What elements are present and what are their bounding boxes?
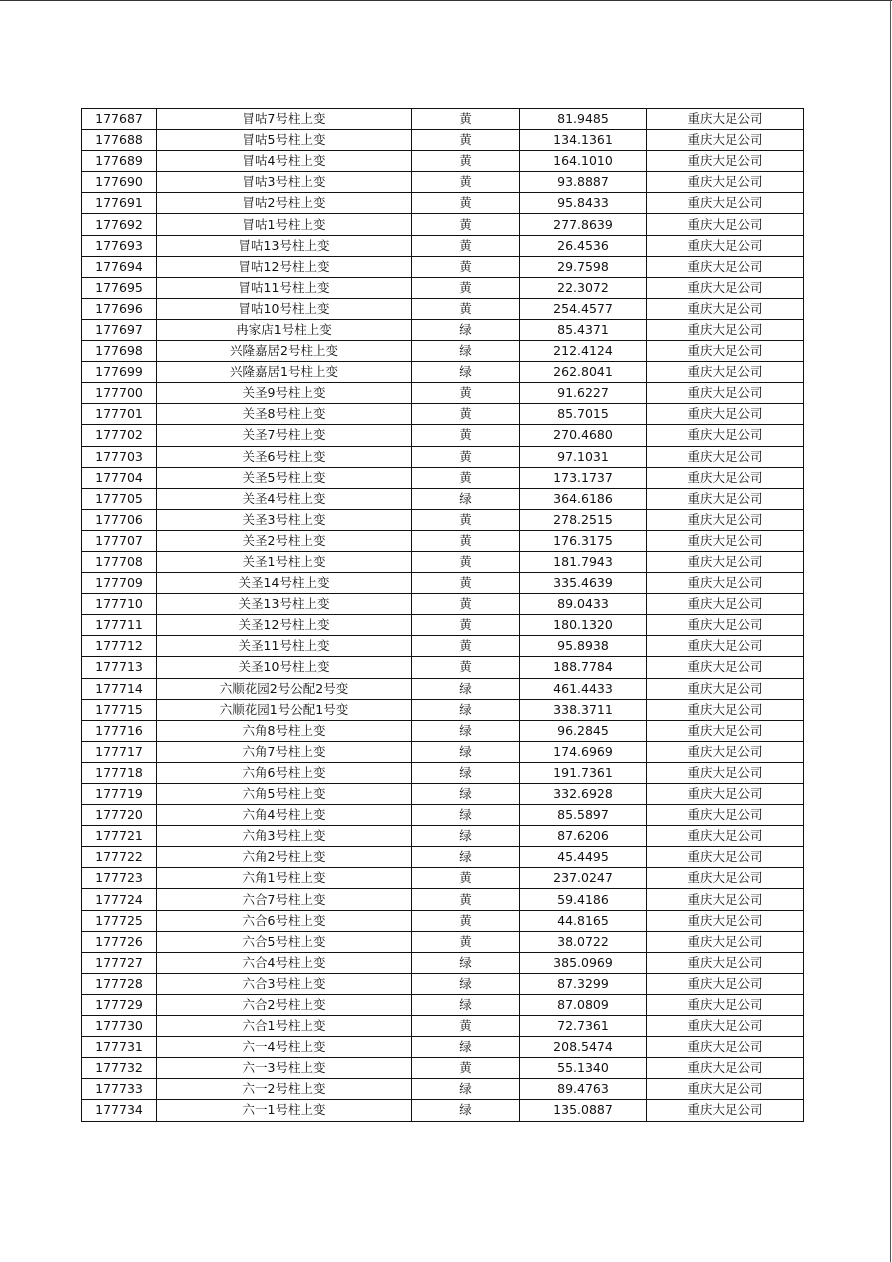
table-row <box>82 467 804 488</box>
cell-level: 绿 <box>412 762 520 783</box>
cell-value: 278.2515 <box>520 509 647 530</box>
cell-transformer-name: 六合3号柱上变 <box>157 973 412 994</box>
cell-company: 重庆大足公司 <box>647 277 804 298</box>
table-row <box>82 277 804 298</box>
cell-id: 177718 <box>82 762 157 783</box>
cell-company: 重庆大足公司 <box>647 362 804 383</box>
cell-level: 黄 <box>412 509 520 530</box>
cell-level: 黄 <box>412 109 520 130</box>
cell-level: 绿 <box>412 952 520 973</box>
cell-level: 黄 <box>412 130 520 151</box>
table-row <box>82 341 804 362</box>
cell-transformer-name: 六一1号柱上变 <box>157 1100 412 1121</box>
table-row <box>82 1016 804 1037</box>
table-row <box>82 720 804 741</box>
cell-id: 177708 <box>82 551 157 572</box>
cell-value: 134.1361 <box>520 130 647 151</box>
table-row <box>82 847 804 868</box>
cell-id: 177704 <box>82 467 157 488</box>
cell-value: 45.4495 <box>520 847 647 868</box>
cell-id: 177694 <box>82 256 157 277</box>
cell-transformer-name: 六合6号柱上变 <box>157 910 412 931</box>
cell-company: 重庆大足公司 <box>647 762 804 783</box>
table-row <box>82 256 804 277</box>
cell-value: 332.6928 <box>520 784 647 805</box>
cell-transformer-name: 关圣14号柱上变 <box>157 573 412 594</box>
cell-company: 重庆大足公司 <box>647 699 804 720</box>
cell-id: 177697 <box>82 319 157 340</box>
cell-level: 黄 <box>412 277 520 298</box>
cell-value: 164.1010 <box>520 151 647 172</box>
cell-level: 绿 <box>412 805 520 826</box>
cell-level: 绿 <box>412 741 520 762</box>
table-row <box>82 594 804 615</box>
cell-transformer-name: 关圣1号柱上变 <box>157 551 412 572</box>
table-row <box>82 889 804 910</box>
table-row <box>82 530 804 551</box>
cell-transformer-name: 关圣10号柱上变 <box>157 657 412 678</box>
cell-company: 重庆大足公司 <box>647 1016 804 1037</box>
cell-company: 重庆大足公司 <box>647 446 804 467</box>
cell-id: 177717 <box>82 741 157 762</box>
cell-level: 黄 <box>412 404 520 425</box>
cell-level: 黄 <box>412 910 520 931</box>
cell-id: 177692 <box>82 214 157 235</box>
cell-level: 黄 <box>412 214 520 235</box>
cell-company: 重庆大足公司 <box>647 784 804 805</box>
cell-value: 188.7784 <box>520 657 647 678</box>
cell-level: 黄 <box>412 573 520 594</box>
cell-id: 177693 <box>82 235 157 256</box>
cell-transformer-name: 冒咕2号柱上变 <box>157 193 412 214</box>
cell-transformer-name: 六一3号柱上变 <box>157 1058 412 1079</box>
cell-id: 177732 <box>82 1058 157 1079</box>
cell-value: 191.7361 <box>520 762 647 783</box>
cell-transformer-name: 六一2号柱上变 <box>157 1079 412 1100</box>
cell-level: 黄 <box>412 657 520 678</box>
table-row <box>82 488 804 509</box>
cell-transformer-name: 六合7号柱上变 <box>157 889 412 910</box>
cell-transformer-name: 六角5号柱上变 <box>157 784 412 805</box>
cell-id: 177734 <box>82 1100 157 1121</box>
cell-company: 重庆大足公司 <box>647 1037 804 1058</box>
table-row <box>82 910 804 931</box>
cell-company: 重庆大足公司 <box>647 193 804 214</box>
cell-id: 177722 <box>82 847 157 868</box>
cell-transformer-name: 关圣7号柱上变 <box>157 425 412 446</box>
cell-id: 177699 <box>82 362 157 383</box>
cell-id: 177730 <box>82 1016 157 1037</box>
cell-company: 重庆大足公司 <box>647 467 804 488</box>
table-row <box>82 994 804 1015</box>
cell-value: 385.0969 <box>520 952 647 973</box>
cell-id: 177723 <box>82 868 157 889</box>
cell-transformer-name: 冒咕13号柱上变 <box>157 235 412 256</box>
cell-id: 177701 <box>82 404 157 425</box>
cell-id: 177731 <box>82 1037 157 1058</box>
cell-level: 绿 <box>412 1100 520 1121</box>
cell-company: 重庆大足公司 <box>647 109 804 130</box>
cell-value: 87.3299 <box>520 973 647 994</box>
cell-company: 重庆大足公司 <box>647 678 804 699</box>
table-row <box>82 509 804 530</box>
table-row <box>82 868 804 889</box>
cell-company: 重庆大足公司 <box>647 594 804 615</box>
table-row <box>82 235 804 256</box>
table-row <box>82 193 804 214</box>
cell-transformer-name: 六合2号柱上变 <box>157 994 412 1015</box>
cell-level: 绿 <box>412 341 520 362</box>
cell-transformer-name: 冒咕11号柱上变 <box>157 277 412 298</box>
cell-transformer-name: 冒咕7号柱上变 <box>157 109 412 130</box>
cell-id: 177719 <box>82 784 157 805</box>
table-row <box>82 446 804 467</box>
cell-id: 177733 <box>82 1079 157 1100</box>
cell-transformer-name: 关圣8号柱上变 <box>157 404 412 425</box>
cell-level: 黄 <box>412 551 520 572</box>
cell-id: 177691 <box>82 193 157 214</box>
cell-id: 177690 <box>82 172 157 193</box>
cell-company: 重庆大足公司 <box>647 952 804 973</box>
cell-level: 黄 <box>412 868 520 889</box>
cell-id: 177705 <box>82 488 157 509</box>
cell-level: 黄 <box>412 235 520 256</box>
cell-id: 177696 <box>82 298 157 319</box>
cell-company: 重庆大足公司 <box>647 1079 804 1100</box>
cell-transformer-name: 六合1号柱上变 <box>157 1016 412 1037</box>
cell-value: 87.0809 <box>520 994 647 1015</box>
cell-value: 180.1320 <box>520 615 647 636</box>
cell-level: 绿 <box>412 362 520 383</box>
cell-transformer-name: 冒咕1号柱上变 <box>157 214 412 235</box>
cell-id: 177710 <box>82 594 157 615</box>
cell-transformer-name: 兴隆嘉居1号柱上变 <box>157 362 412 383</box>
cell-level: 绿 <box>412 319 520 340</box>
cell-company: 重庆大足公司 <box>647 868 804 889</box>
cell-transformer-name: 冒咕3号柱上变 <box>157 172 412 193</box>
cell-id: 177707 <box>82 530 157 551</box>
table-row <box>82 784 804 805</box>
table-row <box>82 551 804 572</box>
cell-transformer-name: 冒咕12号柱上变 <box>157 256 412 277</box>
cell-level: 黄 <box>412 256 520 277</box>
cell-company: 重庆大足公司 <box>647 931 804 952</box>
cell-value: 85.7015 <box>520 404 647 425</box>
cell-level: 绿 <box>412 994 520 1015</box>
table-row <box>82 657 804 678</box>
cell-id: 177714 <box>82 678 157 699</box>
page-top-edge <box>0 0 892 1</box>
cell-id: 177715 <box>82 699 157 720</box>
cell-id: 177695 <box>82 277 157 298</box>
cell-id: 177726 <box>82 931 157 952</box>
cell-level: 黄 <box>412 615 520 636</box>
table-row <box>82 678 804 699</box>
cell-value: 338.3711 <box>520 699 647 720</box>
cell-level: 黄 <box>412 383 520 404</box>
table-row <box>82 109 804 130</box>
cell-value: 208.5474 <box>520 1037 647 1058</box>
cell-id: 177706 <box>82 509 157 530</box>
cell-value: 26.4536 <box>520 235 647 256</box>
cell-company: 重庆大足公司 <box>647 573 804 594</box>
cell-transformer-name: 六顺花园2号公配2号变 <box>157 678 412 699</box>
cell-level: 绿 <box>412 826 520 847</box>
cell-value: 277.8639 <box>520 214 647 235</box>
cell-value: 212.4124 <box>520 341 647 362</box>
table-row <box>82 404 804 425</box>
cell-transformer-name: 关圣5号柱上变 <box>157 467 412 488</box>
cell-value: 262.8041 <box>520 362 647 383</box>
cell-transformer-name: 六角7号柱上变 <box>157 741 412 762</box>
cell-level: 黄 <box>412 467 520 488</box>
cell-level: 黄 <box>412 151 520 172</box>
cell-company: 重庆大足公司 <box>647 488 804 509</box>
cell-id: 177724 <box>82 889 157 910</box>
cell-transformer-name: 六角1号柱上变 <box>157 868 412 889</box>
cell-id: 177712 <box>82 636 157 657</box>
cell-value: 237.0247 <box>520 868 647 889</box>
table-row <box>82 1037 804 1058</box>
cell-transformer-name: 关圣6号柱上变 <box>157 446 412 467</box>
cell-value: 91.6227 <box>520 383 647 404</box>
cell-transformer-name: 关圣2号柱上变 <box>157 530 412 551</box>
cell-transformer-name: 关圣13号柱上变 <box>157 594 412 615</box>
table-row <box>82 172 804 193</box>
cell-value: 174.6969 <box>520 741 647 762</box>
cell-id: 177688 <box>82 130 157 151</box>
cell-value: 22.3072 <box>520 277 647 298</box>
page-right-edge <box>890 0 891 1262</box>
cell-transformer-name: 冒咕4号柱上变 <box>157 151 412 172</box>
cell-value: 461.4433 <box>520 678 647 699</box>
cell-value: 176.3175 <box>520 530 647 551</box>
cell-level: 黄 <box>412 425 520 446</box>
cell-level: 黄 <box>412 298 520 319</box>
table-row <box>82 298 804 319</box>
cell-company: 重庆大足公司 <box>647 973 804 994</box>
table-row <box>82 973 804 994</box>
cell-id: 177729 <box>82 994 157 1015</box>
cell-value: 254.4577 <box>520 298 647 319</box>
cell-value: 335.4639 <box>520 573 647 594</box>
cell-id: 177711 <box>82 615 157 636</box>
table-row <box>82 826 804 847</box>
cell-value: 135.0887 <box>520 1100 647 1121</box>
cell-level: 黄 <box>412 636 520 657</box>
table-row <box>82 636 804 657</box>
cell-level: 黄 <box>412 172 520 193</box>
cell-company: 重庆大足公司 <box>647 910 804 931</box>
cell-id: 177721 <box>82 826 157 847</box>
table-row <box>82 952 804 973</box>
cell-value: 38.0722 <box>520 931 647 952</box>
cell-id: 177725 <box>82 910 157 931</box>
cell-level: 绿 <box>412 973 520 994</box>
cell-transformer-name: 六顺花园1号公配1号变 <box>157 699 412 720</box>
table-row <box>82 805 804 826</box>
table-row <box>82 615 804 636</box>
cell-id: 177687 <box>82 109 157 130</box>
cell-company: 重庆大足公司 <box>647 130 804 151</box>
cell-level: 黄 <box>412 594 520 615</box>
cell-value: 87.6206 <box>520 826 647 847</box>
cell-transformer-name: 六角2号柱上变 <box>157 847 412 868</box>
cell-transformer-name: 冒咕10号柱上变 <box>157 298 412 319</box>
cell-level: 黄 <box>412 446 520 467</box>
table-row <box>82 425 804 446</box>
cell-company: 重庆大足公司 <box>647 214 804 235</box>
cell-transformer-name: 关圣4号柱上变 <box>157 488 412 509</box>
cell-company: 重庆大足公司 <box>647 256 804 277</box>
cell-value: 85.5897 <box>520 805 647 826</box>
cell-company: 重庆大足公司 <box>647 847 804 868</box>
cell-id: 177728 <box>82 973 157 994</box>
cell-transformer-name: 冒咕5号柱上变 <box>157 130 412 151</box>
cell-value: 59.4186 <box>520 889 647 910</box>
table-row <box>82 931 804 952</box>
cell-id: 177702 <box>82 425 157 446</box>
cell-level: 绿 <box>412 699 520 720</box>
cell-company: 重庆大足公司 <box>647 172 804 193</box>
cell-id: 177727 <box>82 952 157 973</box>
cell-company: 重庆大足公司 <box>647 530 804 551</box>
cell-level: 黄 <box>412 530 520 551</box>
cell-value: 181.7943 <box>520 551 647 572</box>
cell-company: 重庆大足公司 <box>647 319 804 340</box>
cell-level: 绿 <box>412 488 520 509</box>
cell-value: 95.8938 <box>520 636 647 657</box>
cell-transformer-name: 六合5号柱上变 <box>157 931 412 952</box>
cell-company: 重庆大足公司 <box>647 383 804 404</box>
cell-company: 重庆大足公司 <box>647 1100 804 1121</box>
cell-value: 85.4371 <box>520 319 647 340</box>
cell-transformer-name: 关圣11号柱上变 <box>157 636 412 657</box>
cell-company: 重庆大足公司 <box>647 636 804 657</box>
cell-company: 重庆大足公司 <box>647 720 804 741</box>
cell-transformer-name: 兴隆嘉居2号柱上变 <box>157 341 412 362</box>
cell-value: 89.0433 <box>520 594 647 615</box>
table-row <box>82 699 804 720</box>
cell-company: 重庆大足公司 <box>647 298 804 319</box>
table-row <box>82 573 804 594</box>
cell-company: 重庆大足公司 <box>647 994 804 1015</box>
cell-level: 黄 <box>412 889 520 910</box>
cell-level: 绿 <box>412 1079 520 1100</box>
cell-company: 重庆大足公司 <box>647 741 804 762</box>
cell-company: 重庆大足公司 <box>647 889 804 910</box>
cell-transformer-name: 六角6号柱上变 <box>157 762 412 783</box>
cell-company: 重庆大足公司 <box>647 551 804 572</box>
cell-transformer-name: 六角3号柱上变 <box>157 826 412 847</box>
table-row <box>82 319 804 340</box>
cell-value: 95.8433 <box>520 193 647 214</box>
cell-value: 72.7361 <box>520 1016 647 1037</box>
table-body <box>82 109 804 1122</box>
cell-transformer-name: 关圣9号柱上变 <box>157 383 412 404</box>
cell-company: 重庆大足公司 <box>647 1058 804 1079</box>
cell-id: 177703 <box>82 446 157 467</box>
cell-value: 364.6186 <box>520 488 647 509</box>
cell-company: 重庆大足公司 <box>647 235 804 256</box>
table-row <box>82 362 804 383</box>
cell-value: 29.7598 <box>520 256 647 277</box>
cell-company: 重庆大足公司 <box>647 657 804 678</box>
table-row <box>82 762 804 783</box>
cell-id: 177716 <box>82 720 157 741</box>
cell-level: 黄 <box>412 931 520 952</box>
cell-level: 黄 <box>412 193 520 214</box>
cell-transformer-name: 冉家店1号柱上变 <box>157 319 412 340</box>
cell-value: 270.4680 <box>520 425 647 446</box>
cell-value: 89.4763 <box>520 1079 647 1100</box>
table-row <box>82 130 804 151</box>
table-row <box>82 383 804 404</box>
table-row <box>82 1058 804 1079</box>
cell-company: 重庆大足公司 <box>647 341 804 362</box>
cell-value: 96.2845 <box>520 720 647 741</box>
cell-level: 黄 <box>412 1058 520 1079</box>
cell-id: 177709 <box>82 573 157 594</box>
cell-value: 97.1031 <box>520 446 647 467</box>
cell-id: 177689 <box>82 151 157 172</box>
cell-company: 重庆大足公司 <box>647 509 804 530</box>
transformer-table <box>81 108 804 1122</box>
cell-value: 81.9485 <box>520 109 647 130</box>
cell-company: 重庆大足公司 <box>647 425 804 446</box>
cell-value: 93.8887 <box>520 172 647 193</box>
table-row <box>82 741 804 762</box>
cell-transformer-name: 关圣12号柱上变 <box>157 615 412 636</box>
table-row <box>82 1079 804 1100</box>
cell-transformer-name: 六角4号柱上变 <box>157 805 412 826</box>
cell-transformer-name: 六一4号柱上变 <box>157 1037 412 1058</box>
table-row <box>82 151 804 172</box>
cell-id: 177700 <box>82 383 157 404</box>
cell-company: 重庆大足公司 <box>647 826 804 847</box>
cell-transformer-name: 六合4号柱上变 <box>157 952 412 973</box>
cell-company: 重庆大足公司 <box>647 404 804 425</box>
cell-level: 绿 <box>412 784 520 805</box>
cell-level: 绿 <box>412 720 520 741</box>
cell-company: 重庆大足公司 <box>647 615 804 636</box>
table-row <box>82 1100 804 1121</box>
cell-value: 44.8165 <box>520 910 647 931</box>
cell-level: 绿 <box>412 678 520 699</box>
cell-id: 177698 <box>82 341 157 362</box>
table-row <box>82 214 804 235</box>
cell-id: 177713 <box>82 657 157 678</box>
cell-id: 177720 <box>82 805 157 826</box>
cell-transformer-name: 六角8号柱上变 <box>157 720 412 741</box>
cell-level: 绿 <box>412 847 520 868</box>
cell-transformer-name: 关圣3号柱上变 <box>157 509 412 530</box>
cell-value: 173.1737 <box>520 467 647 488</box>
cell-company: 重庆大足公司 <box>647 151 804 172</box>
cell-company: 重庆大足公司 <box>647 805 804 826</box>
cell-level: 黄 <box>412 1016 520 1037</box>
cell-level: 绿 <box>412 1037 520 1058</box>
cell-value: 55.1340 <box>520 1058 647 1079</box>
